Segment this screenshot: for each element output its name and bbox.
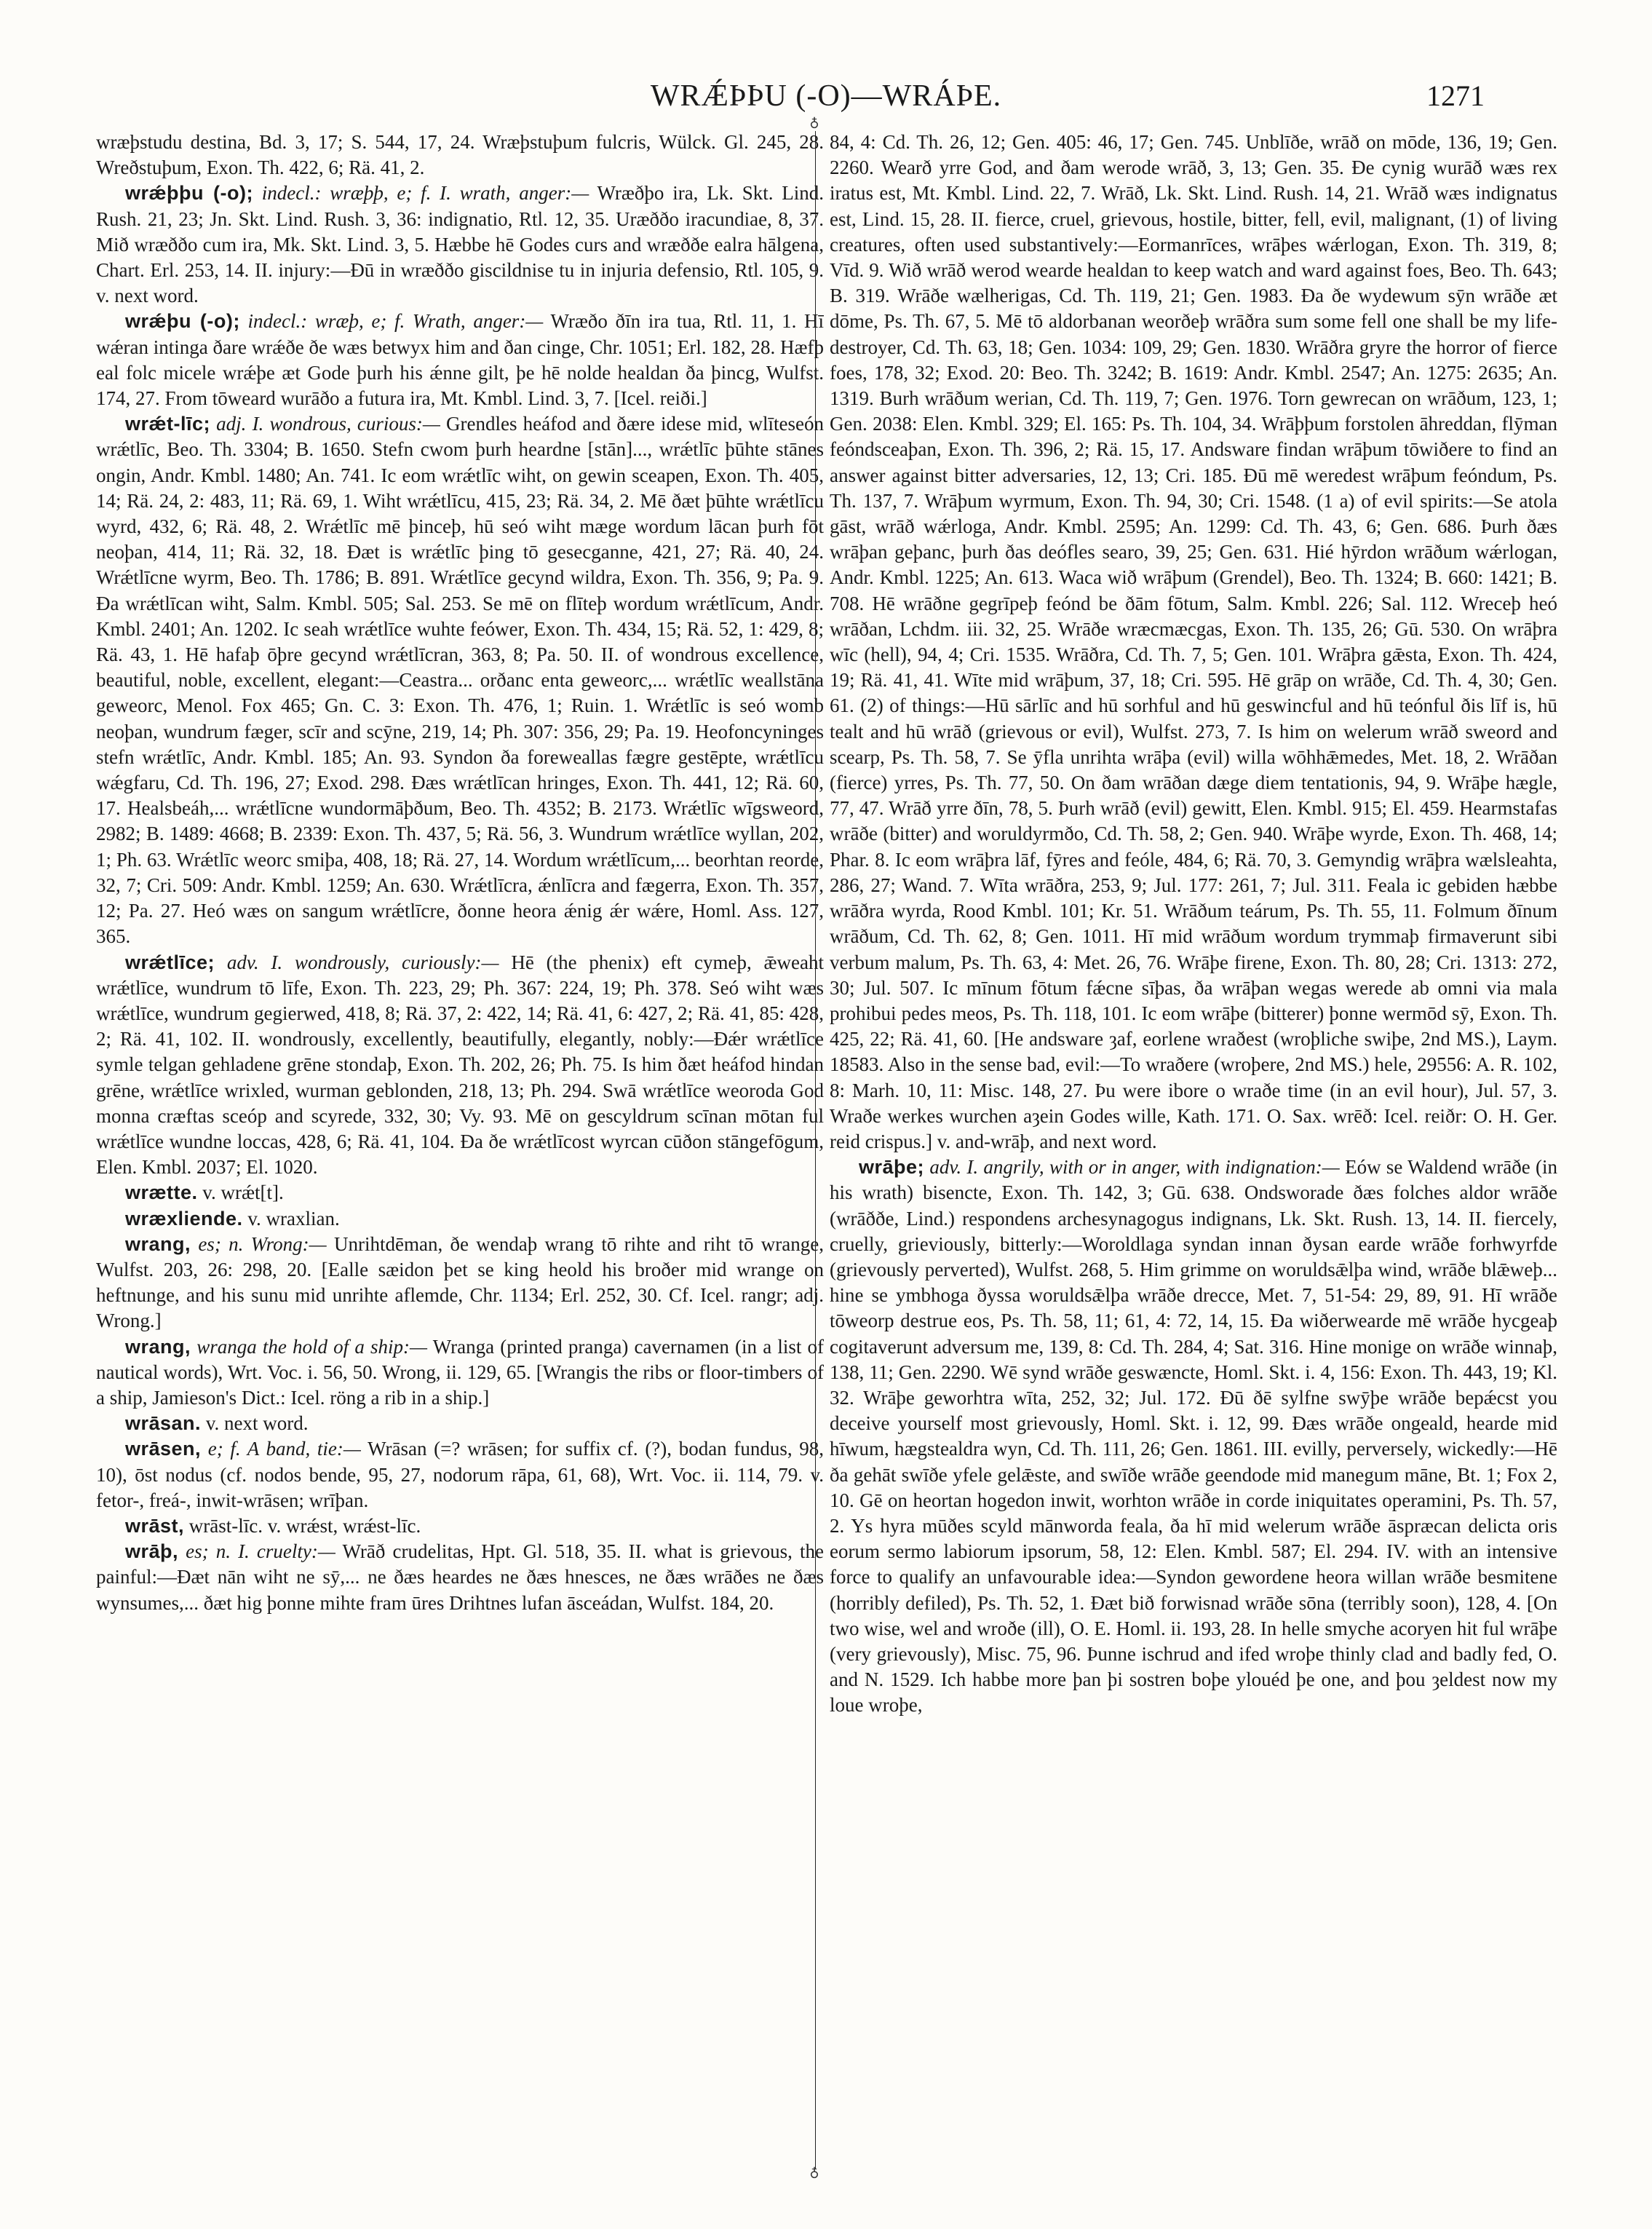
entry-text: 84, 4: Cd. Th. 26, 12; Gen. 405: 46, 17; Gen. 745. Unblīðe, wrāð on mōde, 136, 19; Gen. 2260. Wearð yrre God, and ðam werode wrāð, 3, 13; Gen. 35. Ðe cynig wurāð wæs rex iratus est, Mt. Kmbl. Lind. 22, 7. Wrāð, Lk. Skt. Lind. Rush. 14, 21. Wrāð wæs indignatus est, Lind. 15, 28. II. fierce, cruel, grievous, hostile, bitter, fell, evil, malignant, (1) of living creatures, often used substantively:—Eormanrīces, wrāþes wǽrlogan, Exon. Th. 319, 8; Vīd. 9. Wið wrāð werod wearde healdan to keep watch and ward against foes, Beo. Th. 643; B. 319. Wrāðe wælherigas, Cd. Th. 119, 21; Gen. 1983. Ða ðe wydewum sȳn wrāðe æt dōme, Ps. Th. 67, 5. Mē tō aldorbanan weorðeþ wrāðra sum some fell one shall be my life-destroyer, Cd. Th. 63, 18; Gen. 1034: 109, 29; Gen. 1830. Wrāðra gryre the horror of fierce foes, 178, 32; Exod. 20: Beo. Th. 3242; B. 1619: Andr. Kmbl. 2547; An. 1275: 2635; An. 1319. Burh wrāðum werian, Cd. Th. 119, 7; Gen. 1976. Torn gewrecan on wrāðum, 123, 1; Gen. 2038: Elen. Kmbl. 329; El. 165: Ps. Th. 104, 34. Wrāþþum forstolen āhreddan, flȳman feóndsceaþan, Exon. Th. 396, 2; Rä. 15, 17. Andsware findan wrāþum tōwiðere to find an answer against bitter adversaries, 12, 13; Cri. 185. Ðū mē weredest wrāþum feóndum, Ps. Th. 137, 7. Wrāþum wyrmum, Exon. Th. 94, 30; Cri. 1548. (1 a) of evil spirits:—Se atola gāst, wrāð wǽrloga, Andr. Kmbl. 2595; An. 1299: Cd. Th. 43, 6; Gen. 686. Þurh ðæs wrāþan geþanc, þurh ðas deófles searo, 39, 25; Gen. 631. Hié hȳrdon wrāðum wǽrlogan, Andr. Kmbl. 1225; An. 613. Waca wið wrāþum (Grendel), Beo. Th. 1324; B. 660: 1421; B. 708. Hē wrāðne gegrīpeþ feónd be ðām fōtum, Salm. Kmbl. 226; Sal. 112. Wreceþ heó wrāðan, Lchdm. iii. 32, 25. Wrāðe wræcmæcgas, Exon. Th. 135, 26; Gū. 530. On wrāþra wīc (hell), 94, 4; Cri. 1535. Wrāðra, Cd. Th. 7, 5; Gen. 101. Wrāþra gǣsta, Exon. Th. 424, 19; Rä. 41, 41. Wīte mid wrāþum, 37, 18; Cri. 595. Hē grāp on wrāðe, Cd. Th. 4, 30; Gen. 61. (2) of things:—Hū sārlīc and hū sorhful and hū geswincful and hū teónful ðis līf is, hū tealt and hū wrāð (grievous or evil), Wulfst. 273, 7. Is him on welerum wrāð sweord and scearp, Ps. Th. 58, 7. Se ȳfla unrihta wrāþa (evil) willa wōhhǣmedes, Met. 18, 2. Wrāðan (fierce) yrres, Ps. Th. 77, 50. On ðam wrāðan dæge diem tentationis, 94, 9. Wrāþe hægle, 77, 47. Wrāð yrre ðīn, 78, 5. Þurh wrāð (evil) gewitt, Elen. Kmbl. 915; El. 459. Hearmstafas wrāðe (bitter) and woruldyrmðo, Cd. Th. 58, 2; Gen. 940. Wrāþe wyrde, Exon. Th. 468, 14; Phar. 8. Ic eom wrāþra lāf, fȳres and feóle, 484, 6; Rä. 70, 3. Gemyndig wrāþra wælsleahta, 286, 27; Wand. 7. Wīta wrāðra, 253, 9; Jul. 177: 261, 7; Jul. 311. Feala ic gebiden hæbbe wrāðra wyrda, Rood Kmbl. 101; Kr. 51. Wrāðum teárum, Ps. Th. 55, 11. Folmum ðīnum wrāðum, Cd. Th. 62, 8; Gen. 1011. Hī mid wrāðum wordum trymmaþ firmaverunt sibi verbum malum, Ps. Th. 63, 4: Met. 26, 76. Wrāþe firene, Exon. Th. 80, 28; Cri. 1313: 272, 30; Jul. 507. Ic mīnum fōtum fǽcne sīþas, ða wrāþan wegas werede ab omni via mala prohibui pedes meos, Ps. Th. 118, 101. Ic eom wrāþe (bitterer) þonne wermōd sȳ, Exon. Th. 425, 22; Rä. 41, 60. [He andsware ȝaf, eorlene wraðest (wroþliche swiþe, 2nd MS.), Laym. 18583. Also in the sense bad, evil:—To wraðere (wroþere, 2nd MS.) hele, 29556: A. R. 102, 8: Marh. 10, 11: Misc. 148, 27. Þu were ibore o wraðe time (in an evil hour), Jul. 57, 3. Wraðe werkes wurchen aȝein Godes wille, Kath. 171. O. Sax. wrēð: Icel. reiðr: O. H. Ger. reid crispus.] v. and-wrāþ, and next word. [830,131,1557,1152]
entry-headword: wrang, [125,1232,191,1255]
entry-headword: wrāst, [125,1514,185,1537]
entry-text: Eów se Waldend wrāðe (in his wrath) bisencte, Exon. Th. 142, 3; Gū. 638. Ondsworade ðæs folches aldor wrāðe (wrāððe, Lind.) respondens archesynagogus indignans, Lk. Skt. Rush. 13, 14. II. fiercely, cruelly, grieviously, bitterly:—Woroldlaga syndan innan ðysan earde wrāðe forhwyrfde (grievously perverted), Wulfst. 268, 5. Him grimme on woruldsǣlþa wind, wrāðe blǣweþ... hine se ymbhoga ðyssa woruldsǣlþa wrāðe drecce, Met. 7, 51-54: 29, 89, 91. Hī wrāðe tōweorp destrue eos, Ps. Th. 58, 11; 61, 4: 72, 14, 15. Ða wiðerwearde mē wrāðe hycgeaþ cogitaverunt adversum me, 139, 8: Cd. Th. 284, 4; Sat. 316. Hine monige on wrāðe winnaþ, 138, 11; Gen. 2290. Wē synd wrāðe geswæncte, Homl. Skt. i. 4, 156: Exon. Th. 443, 19; Kl. 32. Wrāþe geworhtra wīta, 252, 32; Jul. 172. Ðū ðē sylfne swȳþe wrāðe bepǽcst you deceive yourself most grievously, Homl. Skt. i. 12, 99. Ðæs wrāðe ongeald, hearde mid hīwum, hægstealdra wyn, Cd. Th. 111, 26; Gen. 1861. III. evilly, perversely, wickedly:—Hē ða gehāt swīðe yfele gelǣste, and swīðe wrāðe geendode mid manegum māne, Bt. 1; Fox 2, 10. Gē on heortan hogedon inwit, worhton wrāðe in corde iniquitates operamini, Ps. Th. 57, 2. Ys hyra mūðes scyld mānworda feala, ða hī mid welerum wrāðe āspræcan delicta oris eorum sermo labiorum ipsorum, 58, 12: Elen. Kmbl. 587; El. 294. IV. with an intensive force to qualify an unfavourable idea:—Syndon gewordene heora willan wrāðe besmitene (horribly defiled), Ps. Th. 52, 1. Ðæt bið forwisnad wrāðe sōna (terribly soon), 128, 4. [On two wise, wel and wroðe (ill), O. E. Homl. ii. 193, 28. In helle smyche acoryen hit ful wrāþe (very grievously), Misc. 75, 96. Þunne ischrud and ifed wroþe thinly clad and badly fed, O. and N. 1529. Ich habbe more þan þi sostren boþe ylouéd þe one, and þou ȝeldest now my loue wroþe, [830,1156,1557,1717]
entry-gloss: adv. I. wondrously, curiously:— [226,951,499,973]
entry-text: wræþstudu destina, Bd. 3, 17; S. 544, 17, 24. Wræþstuþum fulcris, Wülck. Gl. 245, 28. Wreðstuþum, Exon. Th. 422, 6; Rä. 41, 2. [96,131,824,179]
entry-gloss: indecl.: wræþþ, e; f. I. wrath, anger:— [261,182,589,205]
dictionary-entry [96,1436,824,1513]
dictionary-entry [96,950,824,1181]
entry-headword: wrāsan. [125,1412,202,1435]
divider-ornament-bottom-icon: ♁ [809,2166,819,2182]
dictionary-entry [830,1155,1557,1718]
entry-gloss: es; n. I. cruelty:— [186,1540,335,1563]
dictionary-entry [96,1206,824,1232]
entry-gloss: adj. I. wondrous, curious:— [216,413,440,435]
dictionary-entry [96,1411,824,1436]
entry-headword: wræxliende. [125,1207,243,1230]
entry-text: Grendles heáfod and ðære idese mid, wlīteseón wrǽtlīc, Beo. Th. 3304; B. 1650. Stefn cwom þurh heardne [stān]..., wrǽtlīc þūhte stānes ongin, Andr. Kmbl. 1480; An. 741. Ic eom wrǽtlīc wiht, on gewin sceapen, Exon. Th. 405, 14; Rä. 24, 2: 483, 11; Rä. 69, 1. Wiht wrǽtlīcu, 415, 23; Rä. 34, 2. Mē ðæt þūhte wrǽtlīcu wyrd, 432, 6; Rä. 48, 2. Wrǽtlīc mē þinceþ, hū seó wiht mæge wordum lācan þurh fōt neoþan, 414, 11; Rä. 32, 18. Ðæt is wrǽtlīc þing tō gesecganne, 421, 27; Rä. 40, 24. Wrǽtlīcne wyrm, Beo. Th. 1786; B. 891. Wrǽtlīce gecynd wildra, Exon. Th. 356, 9; Pa. 9. Ða wrǽtlīcan wiht, Salm. Kmbl. 505; Sal. 253. Se mē on flīteþ wordum wrǽtlīcum, Andr. Kmbl. 2401; An. 1202. Ic seah wrǽtlīce wuhte feówer, Exon. Th. 434, 15; Rä. 52, 1: 429, 8; Rä. 43, 1. Hē hafaþ ōþre gecynd wrǽtlīcran, 363, 8; Pa. 50. II. of wondrous excellence, beautiful, noble, excellent, elegant:—Ceastra... orðanc enta geweorc,... wrǽtlīc weallstāna geweorc, Menol. Fox 465; Gn. C. 3: Exon. Th. 476, 1; Ruin. 1. Wrǽtlīc is seó womb neoþan, wundrum fæger, scīr and scȳne, 219, 14; Ph. 307: 356, 29; Pa. 19. Heofoncyninges stefn wrǽtlīc, Andr. Kmbl. 185; An. 93. Syndon ða foreweallas fægre gestēpte, wrǽtlīcu wǽgfaru, Cd. Th. 196, 27; Exod. 298. Ðæs wrǽtlīcan hringes, Exon. Th. 441, 12; Rä. 60, 17. Healsbeáh,... wrǽtlīcne wundormāþðum, Beo. Th. 4352; B. 2173. Wrǽtlīc wīgsweord, 2982; B. 1489: 4668; B. 2339: Exon. Th. 437, 5; Rä. 56, 3. Wundrum wrǽtlīce wyllan, 202, 1; Ph. 63. Wrǽtlīc weorc smiþa, 408, 18; Rä. 27, 14. Wordum wrǽtlīcum,... beorhtan reorde, 32, 7; Cri. 509: Andr. Kmbl. 1259; An. 630. Wrǽtlīcra, ǽnlīcra and fægerra, Exon. Th. 357, 12; Pa. 27. Heó wæs on sangum wrǽtlīcre, ðonne heora ǽnig ǽr wǽre, Homl. Ass. 127, 365. [96,413,824,948]
entry-text: Wræðþo ira, Lk. Skt. Lind. Rush. 21, 23; Jn. Skt. Lind. Rush. 3, 36: indignatio, Rtl. 12, 35. Uræððo iracundiae, 8, 37. Mið wræððo cum ira, Mk. Skt. Lind. 3, 5. Hæbbe hē Godes curs and wræððe ealra hālgena, Chart. Erl. 253, 14. II. injury:—Ðū in wræððo giscildnise tu in injuria defensio, Rtl. 105, 9. v. next word. [96,182,824,307]
left-column [96,130,824,2168]
dictionary-entry [96,1334,824,1412]
entry-headword: wrǽt-līc; [125,413,211,435]
entry-headword: wrāþe; [859,1156,925,1179]
entry-gloss: wranga the hold of a ship:— [196,1335,428,1358]
entry-text: Unrihtdēman, ðe wendaþ wrang tō rihte and riht tō wrange, Wulfst. 203, 26: 298, 20. [Ealle sæidon þet se king heold his broðer mid wrange on heftnunge, and his sunu mid unrihte aflemde, Chr. 1134; Erl. 252, 30. Cf. Icel. rangr; adj. Wrong.] [96,1232,824,1332]
entry-text: v. wrǽt[t]. [202,1181,284,1204]
dictionary-entry [96,1232,824,1334]
entry-text: wrāst-līc. v. wrǽst, wrǽst-līc. [188,1514,421,1537]
entry-headword: wrang, [125,1335,191,1358]
entry-headword: wrætte. [125,1181,198,1204]
entry-headword: wrāsen, [125,1438,202,1460]
entry-headword: wrāþ, [125,1540,179,1563]
dictionary-entry [96,181,824,309]
entry-gloss: indecl.: wræþ, e; f. Wrath, anger:— [247,310,544,333]
page-number: 1271 [1426,79,1485,112]
dictionary-entry [96,411,824,949]
entry-headword: wrǽþþu (-o); [125,182,253,205]
entry-text: v. next word. [205,1412,309,1435]
right-column [830,130,1557,2168]
entry-headword: wrǽþu (-o); [125,310,240,333]
entry-gloss: es; n. Wrong:— [198,1232,327,1255]
entry-text: Wrāð crudelitas, Hpt. Gl. 518, 35. II. what is grievous, the painful:—Ðæt nān wiht ne sȳ,... ne ðæs heardes ne ðæs hnesces, ne ðæs wrāðes ne ðæs wynsumes,... ðæt hig þonne mihte fram ūres Drihtnes lufan āsceádan, Wulfst. 184, 20. [96,1540,824,1614]
dictionary-entry [96,1539,824,1616]
entry-text: Wræðo ðīn ira tua, Rtl. 11, 1. Hī wǽran intinga ðare wrǽðe ðe wæs betwyx him and ðan cinge, Chr. 1051; Erl. 182, 28. Hæfþ eal folc micele wrǽþe æt Gode þurh his ǽnne gilt, þe hē nolde healdan ða þincg, Wulfst. 174, 27. From tōweard wurāðo a futura ira, Mt. Kmbl. Lind. 3, 7. [Icel. reiði.] [96,310,824,410]
entry-gloss: adv. I. angrily, with or in anger, with indignation:— [929,1156,1340,1179]
running-head: WRǼÞÞU (-O)—WRÁÞE. [650,79,1002,113]
divider-ornament-top-icon: ♁ [809,116,819,132]
entry-text: Wrāsan (=? wrāsen; for suffix cf. (?), bodan fundus, 98, 10), ōst nodus (cf. nodos bende, 95, 27, nodorum rāpa, 61, 68), Wrt. Voc. ii. 114, 79. v. fetor-, freá-, inwit-wrāsen; wrīþan. [96,1438,824,1511]
entry-text: Hē (the phenix) eft cymeþ, ǣweaht wrǽtlīce, wundrum tō līfe, Exon. Th. 223, 29; Ph. 367: 224, 19; Ph. 378. Seó wiht wæs wrǽtlīce, wundrum gegierwed, 418, 8; Rä. 37, 2: 422, 14; Rä. 41, 6: 427, 2; Rä. 41, 85: 428, 2; Rä. 41, 102. II. wondrously, excellently, beautifully, elegantly, nobly:—Ðǽr wrǽtlīce symle telgan gehladene grēne stondaþ, Exon. Th. 202, 26; Ph. 75. Is him ðæt heáfod hindan grēne, wrǽtlīce wrixled, wurman geblonden, 218, 13; Ph. 294. Swā wrǽtlīce weoroda God monna cræftas sceóp and scyrede, 332, 30; Vy. 93. Mē on gescyldrum scīnan mōtan ful wrǽtlīce wundne loccas, 428, 6; Rä. 41, 104. Ða ðe wrǽtlīcost wyrcan cūðon stāngefōgum, Elen. Kmbl. 2037; El. 1020. [96,951,824,1179]
dictionary-entry [96,309,824,411]
dictionary-entry [96,1180,824,1205]
entry-headword: wrǽtlīce; [125,951,215,973]
dictionary-entry [96,130,824,181]
dictionary-entry [830,130,1557,1155]
entry-gloss: e; f. A band, tie:— [207,1438,361,1460]
page-header [0,79,1652,122]
entry-text: Wranga (printed pranga) cavernamen (in a list of nautical words), Wrt. Voc. i. 56, 50. Wrong, ii. 129, 65. [Wrangis the ribs or floor-timbers of a ship, Jamieson's Dict.: Icel. röng a rib in a ship.] [96,1335,824,1409]
entry-text: v. wraxlian. [247,1207,340,1230]
dictionary-entry [96,1513,824,1539]
